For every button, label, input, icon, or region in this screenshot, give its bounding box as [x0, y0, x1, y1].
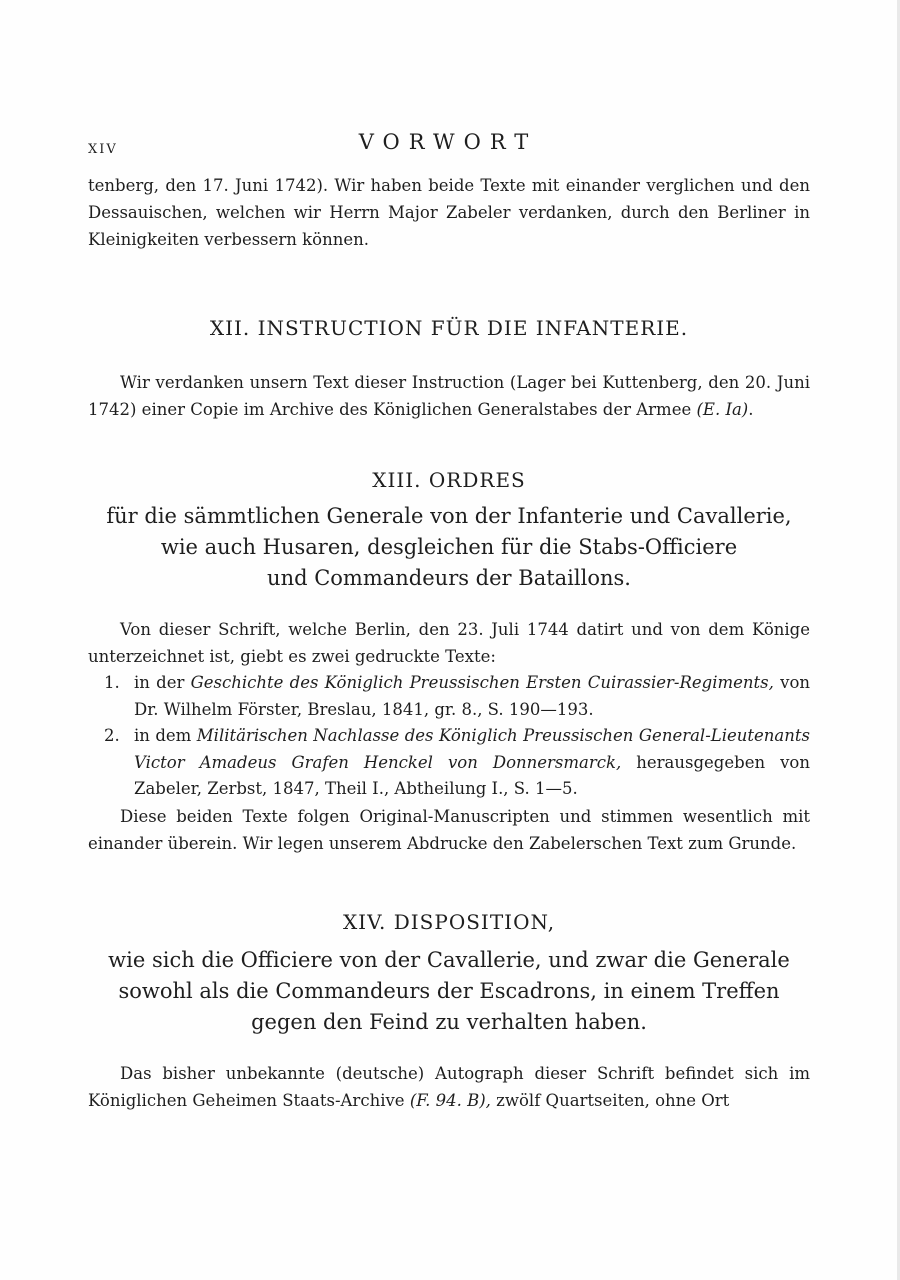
section-14-paragraph [88, 1060, 810, 1114]
printed-texts-list [88, 670, 810, 803]
section-12-text: Wir verdanken unsern Text dieser Instruction (Lager bei Kuttenberg, den 20. Juni 1742) einer Copie im Archive des Königlichen Generalstabes der Armee [88, 373, 810, 419]
running-title: VORWORT [358, 130, 538, 154]
list-item-details: herausgegeben von Zabeler, Zerbst, 1847, Theil I., Abtheilung I., S. 1—5. [134, 752, 810, 798]
list-item-book-title: Geschichte des Königlich Preussischen Ersten Cuirassier-Regiments, [190, 673, 774, 692]
section-14-subtitle-line: wie sich die Officiere von der Cavallerie, und zwar die Generale [108, 947, 790, 972]
section-14-text: Das bisher unbekannte (deutsche) Autograph dieser Schrift befindet sich im Königlichen Geheimen Staats-Archive [88, 1063, 810, 1110]
list-item-book-title: Militärischen Nachlasse des Königlich Preussischen General-Lieutenants Victor Amadeus Grafen Henckel von Donnersmarck, [134, 726, 810, 772]
section-13-intro: Von dieser Schrift, welche Berlin, den 23. Juli 1744 datirt und von dem Könige unterzeichnet ist, giebt es zwei gedruckte Texte: [88, 620, 810, 666]
list-item-prefix: in der [134, 673, 191, 692]
section-12-paragraph [88, 369, 810, 423]
section-14-subtitle-line: sowohl als die Commandeurs der Escadrons, in einem Treffen [118, 978, 780, 1003]
list-item-number: 2. [104, 726, 120, 745]
section-13-subtitle-line: und Commandeurs der Bataillons. [267, 566, 631, 590]
section-14-title: XIV. DISPOSITION, [342, 909, 556, 934]
list-item-number: 1. [104, 673, 120, 692]
page-content [88, 172, 810, 1114]
list-item-details: von Dr. Wilhelm Förster, Breslau, 1841, gr. 8., S. 190—193. [134, 673, 810, 719]
section-12-reference: (E. Ia) [696, 400, 749, 419]
section-13-title: XIII. ORDRES [372, 468, 526, 492]
section-13-closing: Diese beiden Texte folgen Original-Manuscripten und stimmen wesentlich mit einander überein. Wir legen unserem Abdrucke den Zabelerschen Text zum Grunde. [88, 806, 810, 853]
list-item [88, 670, 810, 723]
section-12-end: . [748, 400, 754, 419]
list-item [88, 723, 810, 803]
section-12-title: XII. INSTRUCTION FÜR DIE INFANTERIE. [209, 316, 689, 340]
section-14-reference: (F. 94. B), [409, 1090, 491, 1110]
page-header [88, 128, 808, 162]
intro-paragraph: tenberg, den 17. Juni 1742). Wir haben beide Texte mit einander verglichen und den Dessauischen, welchen wir Herrn Major Zabeler verdanken, durch den Berliner in Kleinigkeiten verbessern können. [88, 176, 810, 249]
section-13-subtitle-line: wie auch Husaren, desgleichen für die Stabs-Officiere [160, 535, 738, 559]
section-13-subtitle-line: für die sämmtlichen Generale von der Infanterie und Cavallerie, [106, 504, 792, 528]
section-14-subtitle-line: gegen den Feind zu verhalten haben. [251, 1009, 647, 1034]
section-14-end: zwölf Quartseiten, ohne Ort [490, 1090, 730, 1110]
page-number: XIV [88, 142, 118, 157]
list-item-prefix: in dem [134, 726, 197, 745]
